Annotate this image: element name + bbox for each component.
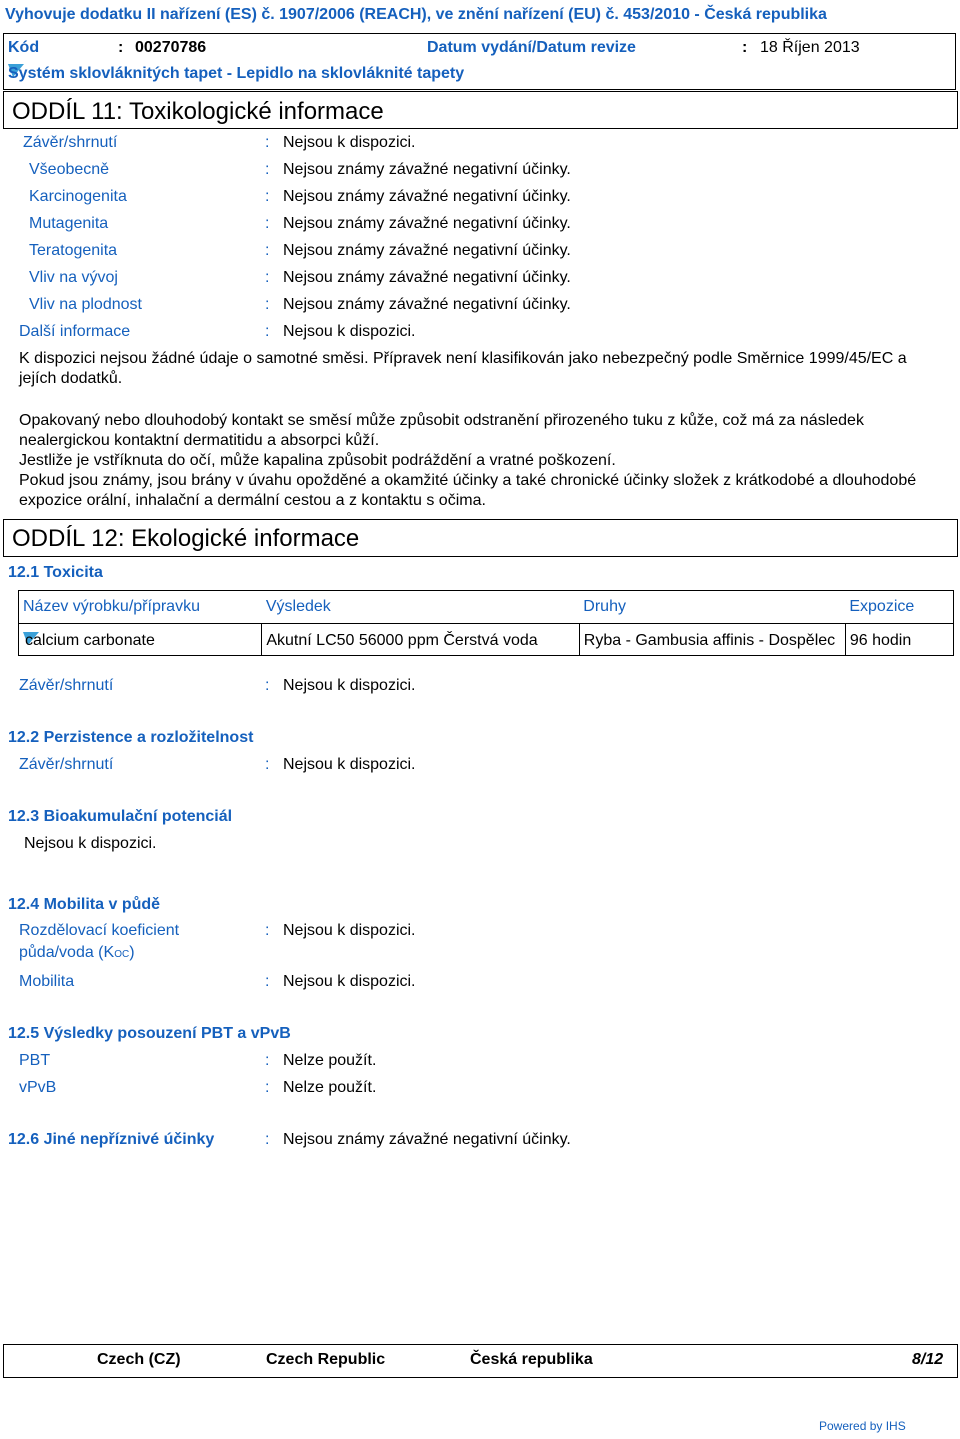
- koc-close: ): [129, 944, 135, 961]
- tox-label-summary: Závěr/shrnutí: [23, 134, 118, 151]
- cell-result: Akutní LC50 56000 ppm Čerstvá voda: [262, 624, 579, 656]
- footer-country-en: Czech Republic: [266, 1351, 386, 1368]
- colon: :: [265, 323, 270, 340]
- page-number: 8/12: [912, 1351, 944, 1368]
- tox-label-mutagenicity: Mutagenita: [29, 215, 109, 232]
- tox-value-teratogenicity: Nejsou známy závažné negativní účinky.: [283, 242, 571, 259]
- bioaccumulation-value: Nejsou k dispozici.: [24, 835, 157, 852]
- col-header-exposure: Expozice: [845, 591, 953, 624]
- tox-paragraph-eyes: Jestliže je vstříknuta do očí, může kapalina způsobit podráždění a vratné poškození.: [19, 452, 616, 469]
- koc-label-line1: Rozdělovací koeficient: [19, 922, 180, 939]
- tox-paragraph-effects: Pokud jsou známy, jsou brány v úvahu opožděné a okamžité účinky a také chronické účinky složek z krátkodobé a dlouhodobé expozice orální, inhalační a dermální cestou a z kontaktu s očima.: [19, 472, 917, 509]
- table-header-row: [19, 591, 954, 624]
- date-colon: :: [742, 39, 748, 56]
- mobility-label: Mobilita: [19, 973, 75, 990]
- code-value: 00270786: [135, 39, 207, 56]
- colon: :: [265, 134, 270, 151]
- colon: :: [265, 1131, 270, 1148]
- section-12-header: [3, 519, 958, 557]
- section-11-header: [3, 91, 958, 129]
- persistence-heading: 12.2 Perzistence a rozložitelnost: [8, 729, 254, 746]
- tox-value-development: Nejsou známy závažné negativní účinky.: [283, 269, 571, 286]
- product-name: Systém sklovláknitých tapet - Lepidlo na sklovláknité tapety: [8, 65, 465, 82]
- tox-paragraph-mixture: K dispozici nejsou žádné údaje o samotné směsi. Přípravek není klasifikován jako nebezpečný podle Směrnice 1999/45/EC a jejích dodatků.: [19, 350, 907, 387]
- tox-value-carcinogenicity: Nejsou známy závažné negativní účinky.: [283, 188, 571, 205]
- tox-label-other-info: Další informace: [19, 323, 131, 340]
- colon: :: [265, 296, 270, 313]
- koc-subscript: OC: [114, 949, 130, 960]
- other-effects-heading: 12.6 Jiné nepříznivé účinky: [8, 1131, 215, 1148]
- tox-paragraph-skin: Opakovaný nebo dlouhodobý kontakt se směsí může způsobit odstranění přirozeného tuku z kůže, což má za následek nealergickou kontaktní dermatitidu a absorpci kůží.: [19, 412, 864, 449]
- tox-label-teratogenicity: Teratogenita: [29, 242, 118, 259]
- mobility-heading: 12.4 Mobilita v půdě: [8, 896, 161, 913]
- colon: :: [265, 756, 270, 773]
- tox-label-fertility: Vliv na plodnost: [29, 296, 142, 313]
- pbt-heading: 12.5 Výsledky posouzení PBT a vPvB: [8, 1025, 291, 1042]
- colon: :: [265, 161, 270, 178]
- toxicity-summary-value: Nejsou k dispozici.: [283, 677, 416, 694]
- footer-country-cz: Česká republika: [470, 1351, 593, 1368]
- col-header-species: Druhy: [579, 591, 845, 624]
- mobility-value: Nejsou k dispozici.: [283, 973, 416, 990]
- table-row: [19, 624, 954, 656]
- vpvb-value: Nelze použít.: [283, 1079, 377, 1096]
- koc-value: Nejsou k dispozici.: [283, 922, 416, 939]
- regulation-title: Vyhovuje dodatku II nařízení (ES) č. 1907/2006 (REACH), ve znění nařízení (EU) č. 453/2010 - Česká republika: [5, 6, 827, 23]
- colon: :: [265, 269, 270, 286]
- toxicity-summary-label: Závěr/shrnutí: [19, 677, 114, 694]
- cell-exposure: 96 hodin: [845, 624, 953, 656]
- col-header-result: Výsledek: [262, 591, 579, 624]
- section-12-title: ODDÍL 12: Ekologické informace: [12, 525, 360, 552]
- tox-value-mutagenicity: Nejsou známy závažné negativní účinky.: [283, 215, 571, 232]
- koc-label-line2: [19, 944, 135, 962]
- vpvb-label: vPvB: [19, 1079, 57, 1096]
- toxicity-heading: 12.1 Toxicita: [8, 564, 103, 581]
- tox-label-development: Vliv na vývoj: [29, 269, 118, 286]
- colon: :: [265, 973, 270, 990]
- product-name-cell: calcium carbonate: [25, 632, 155, 649]
- col-header-product: Název výrobku/přípravku: [19, 591, 262, 624]
- colon: :: [265, 188, 270, 205]
- colon: :: [265, 242, 270, 259]
- powered-by-link[interactable]: Powered by IHS: [819, 1419, 906, 1433]
- colon: :: [265, 1052, 270, 1069]
- koc-label-text: půda/voda (K: [19, 944, 115, 961]
- toxicity-table: [18, 590, 954, 656]
- tox-value-summary: Nejsou k dispozici.: [283, 134, 416, 151]
- colon: :: [265, 922, 270, 939]
- tox-value-fertility: Nejsou známy závažné negativní účinky.: [283, 296, 571, 313]
- code-colon: :: [118, 39, 124, 56]
- tox-label-carcinogenicity: Karcinogenita: [29, 188, 127, 205]
- date-value: 18 Říjen 2013: [760, 39, 860, 56]
- cell-product: [19, 624, 262, 656]
- tox-value-general: Nejsou známy závažné negativní účinky.: [283, 161, 571, 178]
- persistence-summary-label: Závěr/shrnutí: [19, 756, 114, 773]
- tox-value-other-info: Nejsou k dispozici.: [283, 323, 416, 340]
- persistence-summary-value: Nejsou k dispozici.: [283, 756, 416, 773]
- code-label: Kód: [8, 39, 40, 56]
- colon: :: [265, 215, 270, 232]
- colon: :: [265, 677, 270, 694]
- date-label: Datum vydání/Datum revize: [427, 39, 636, 56]
- section-11-title: ODDÍL 11: Toxikologické informace: [12, 98, 384, 125]
- colon: :: [265, 1079, 270, 1096]
- bioaccumulation-heading: 12.3 Bioakumulační potenciál: [8, 808, 233, 825]
- species-text: Ryba - Gambusia affinis - Dospělec: [583, 632, 836, 649]
- pbt-label: PBT: [19, 1052, 51, 1069]
- other-effects-value: Nejsou známy závažné negativní účinky.: [283, 1131, 571, 1148]
- tox-label-general: Všeobecně: [29, 161, 110, 178]
- pbt-value: Nelze použít.: [283, 1052, 377, 1069]
- cell-species: [579, 624, 845, 656]
- footer-language: Czech (CZ): [97, 1351, 181, 1368]
